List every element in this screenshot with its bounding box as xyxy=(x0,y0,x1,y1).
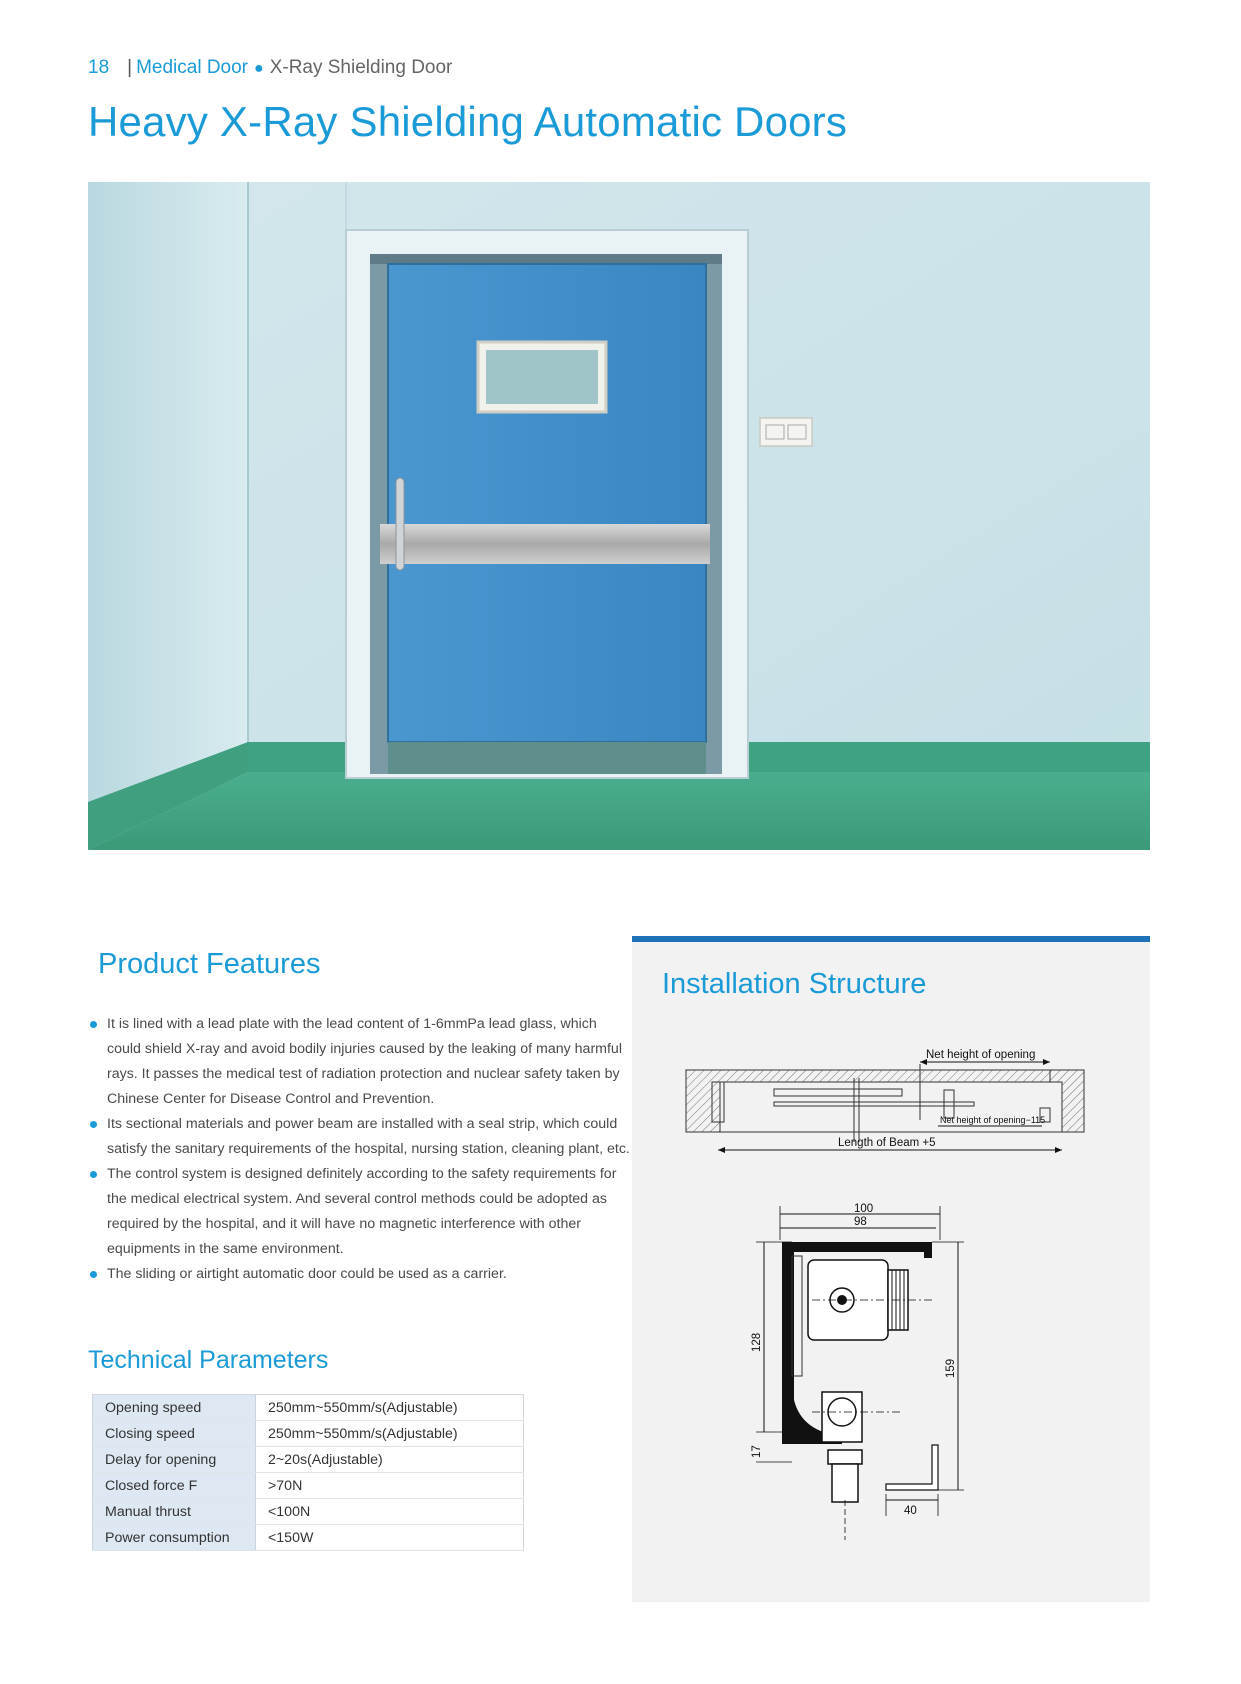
param-label: Delay for opening xyxy=(93,1447,256,1473)
technical-parameters-table xyxy=(92,1394,524,1551)
feature-item xyxy=(90,1112,630,1162)
subsection-name: X-Ray Shielding Door xyxy=(269,57,453,78)
bullet-icon xyxy=(90,1171,97,1178)
bullet-icon xyxy=(90,1021,97,1028)
net-height-label: Net height of opening xyxy=(926,1049,1036,1061)
param-label: Closed force F xyxy=(93,1473,256,1499)
table-row xyxy=(93,1395,524,1421)
table-row xyxy=(93,1499,524,1525)
param-value: >70N xyxy=(256,1473,524,1499)
page-header xyxy=(88,57,452,79)
dim-128: 128 xyxy=(751,1332,763,1352)
param-label: Opening speed xyxy=(93,1395,256,1421)
feature-item xyxy=(90,1012,630,1112)
header-separator: | xyxy=(127,57,133,78)
section-name: Medical Door xyxy=(136,57,249,78)
technical-heading: Technical Parameters xyxy=(88,1346,329,1374)
param-value: <150W xyxy=(256,1525,524,1551)
page-title: Heavy X-Ray Shielding Automatic Doors xyxy=(88,98,848,145)
feature-item xyxy=(90,1162,630,1262)
bullet-icon xyxy=(90,1121,97,1128)
bullet-icon xyxy=(90,1271,97,1278)
table-row xyxy=(93,1447,524,1473)
table-row xyxy=(93,1525,524,1551)
param-value: <100N xyxy=(256,1499,524,1525)
param-value: 250mm~550mm/s(Adjustable) xyxy=(256,1395,524,1421)
dim-159: 159 xyxy=(945,1358,957,1378)
param-value: 2~20s(Adjustable) xyxy=(256,1447,524,1473)
feature-text: Its sectional materials and power beam are installed with a seal strip, which could satisfy the sanitary requirements of the hospital, nursing station, cleaning plant, etc. xyxy=(107,1116,630,1157)
feature-text: It is lined with a lead plate with the lead content of 1-6mmPa lead glass, which could shield X-ray and avoid bodily injuries caused by the leaking of many harmful rays. It passes the medical test of radiation protection and nuclear safety taken by Chinese Center for Disease Control and Prevention. xyxy=(107,1016,622,1107)
dim-98: 98 xyxy=(854,1216,867,1228)
param-label: Power consumption xyxy=(93,1525,256,1551)
dim-17: 17 xyxy=(751,1445,763,1458)
section-drawing xyxy=(632,1200,1150,1545)
table-row xyxy=(93,1473,524,1499)
plan-drawing xyxy=(632,1040,1150,1170)
param-label: Closing speed xyxy=(93,1421,256,1447)
beam-length-label: Length of Beam +5 xyxy=(838,1137,936,1149)
table-row xyxy=(93,1421,524,1447)
feature-text: The sliding or airtight automatic door could be used as a carrier. xyxy=(107,1266,507,1282)
feature-item xyxy=(90,1262,630,1287)
features-heading: Product Features xyxy=(98,948,321,980)
dim-100: 100 xyxy=(854,1203,874,1215)
product-photo xyxy=(88,182,1150,850)
bullet-dot-icon: ● xyxy=(254,60,264,77)
page-number: 18 xyxy=(88,57,110,78)
param-label: Manual thrust xyxy=(93,1499,256,1525)
param-value: 250mm~550mm/s(Adjustable) xyxy=(256,1421,524,1447)
installation-heading: Installation Structure xyxy=(662,968,927,1000)
feature-text: The control system is designed definitely according to the safety requirements for the medical electrical system. And several control methods could be adopted as required by the hospital, and it will have no magnetic interference with other equipments in the same environment. xyxy=(107,1166,617,1257)
door-photo-illustration xyxy=(88,182,1150,850)
features-list xyxy=(90,1012,630,1287)
dim-40: 40 xyxy=(904,1505,917,1517)
net-height-minus-label: Net height of opening−115 xyxy=(940,1115,1046,1125)
